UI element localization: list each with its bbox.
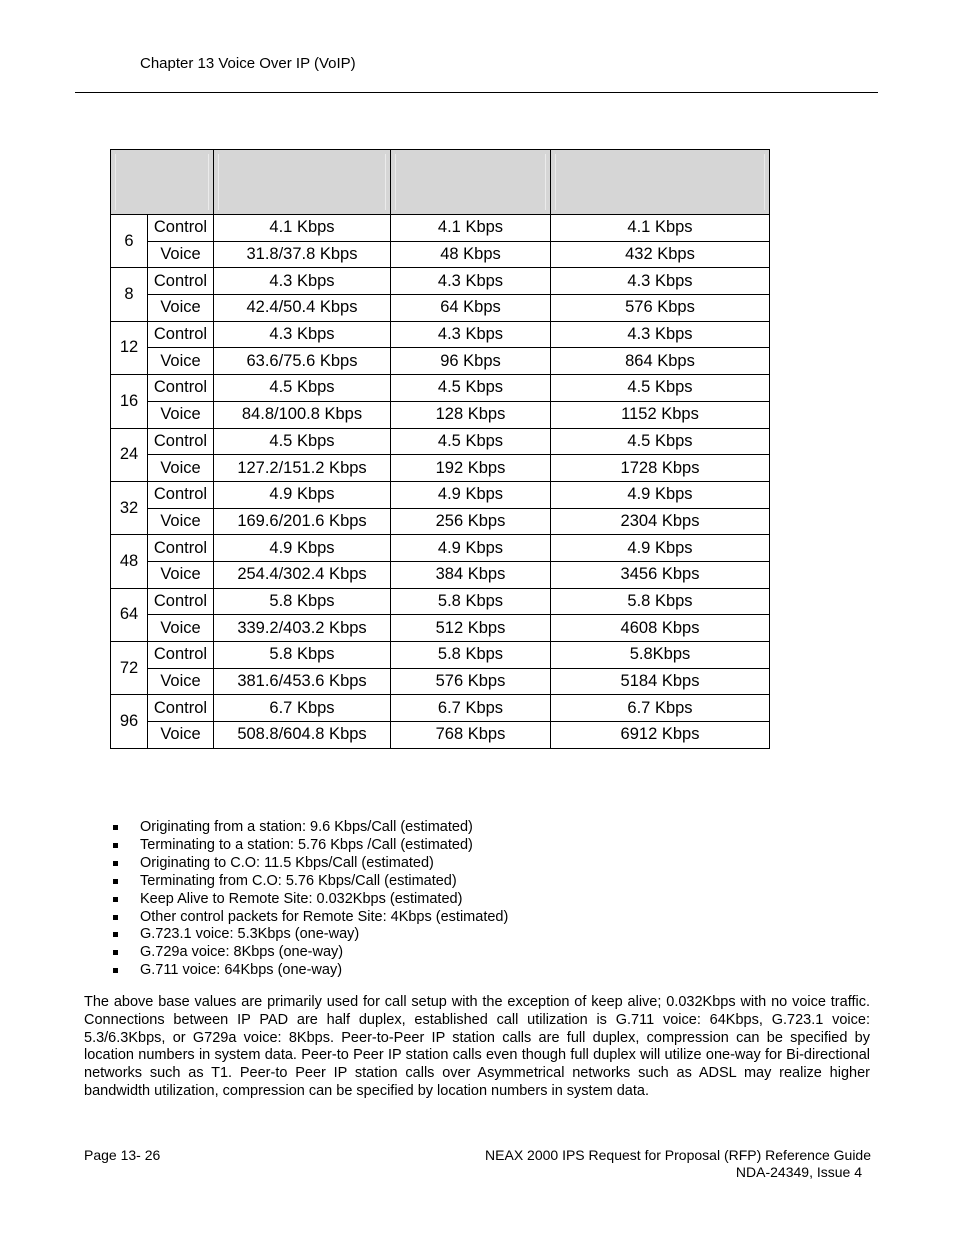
bandwidth-cell: 2304 Kbps bbox=[551, 508, 770, 535]
table-header-cell bbox=[111, 150, 214, 215]
list-item bbox=[113, 891, 508, 909]
list-item-text: Other control packets for Remote Site: 4Kbps (estimated) bbox=[140, 908, 509, 925]
traffic-type-cell: Voice bbox=[148, 722, 214, 749]
bullet-icon bbox=[113, 861, 118, 866]
bandwidth-table bbox=[110, 149, 770, 749]
bandwidth-cell: 384 Kbps bbox=[391, 561, 551, 588]
bandwidth-cell: 4.9 Kbps bbox=[391, 535, 551, 562]
list-item bbox=[113, 819, 508, 837]
rate-cell: 72 bbox=[111, 642, 148, 695]
rate-cell: 64 bbox=[111, 588, 148, 641]
bullet-icon bbox=[113, 843, 118, 848]
bandwidth-cell: 84.8/100.8 Kbps bbox=[214, 401, 391, 428]
list-item bbox=[113, 837, 508, 855]
list-item-text: Terminating from C.O: 5.76 Kbps/Call (estimated) bbox=[140, 872, 457, 889]
bandwidth-cell: 192 Kbps bbox=[391, 455, 551, 482]
bandwidth-cell: 5.8 Kbps bbox=[391, 588, 551, 615]
bandwidth-cell: 4.9 Kbps bbox=[214, 481, 391, 508]
table-row bbox=[111, 535, 770, 562]
bandwidth-cell: 128 Kbps bbox=[391, 401, 551, 428]
bandwidth-cell: 4.9 Kbps bbox=[391, 481, 551, 508]
bullet-icon bbox=[113, 968, 118, 973]
list-item-text: Originating to C.O: 11.5 Kbps/Call (estimated) bbox=[140, 854, 434, 871]
bandwidth-cell: 42.4/50.4 Kbps bbox=[214, 295, 391, 322]
bandwidth-cell: 4.3 Kbps bbox=[214, 268, 391, 295]
traffic-type-cell: Voice bbox=[148, 241, 214, 268]
bandwidth-cell: 864 Kbps bbox=[551, 348, 770, 375]
bandwidth-cell: 63.6/75.6 Kbps bbox=[214, 348, 391, 375]
table-row bbox=[111, 268, 770, 295]
rate-cell: 32 bbox=[111, 481, 148, 534]
traffic-type-cell: Control bbox=[148, 268, 214, 295]
list-item bbox=[113, 909, 508, 927]
header-rule bbox=[75, 92, 878, 93]
bandwidth-cell: 31.8/37.8 Kbps bbox=[214, 241, 391, 268]
table-row bbox=[111, 375, 770, 402]
bandwidth-cell: 5.8 Kbps bbox=[551, 588, 770, 615]
bandwidth-cell: 127.2/151.2 Kbps bbox=[214, 455, 391, 482]
bandwidth-cell: 4.5 Kbps bbox=[391, 375, 551, 402]
bandwidth-cell: 576 Kbps bbox=[551, 295, 770, 322]
bandwidth-cell: 64 Kbps bbox=[391, 295, 551, 322]
bandwidth-cell: 4.3 Kbps bbox=[551, 321, 770, 348]
table-header-cell bbox=[214, 150, 391, 215]
table-row bbox=[111, 455, 770, 482]
bandwidth-cell: 6.7 Kbps bbox=[551, 695, 770, 722]
list-item-text: G.729a voice: 8Kbps (one-way) bbox=[140, 944, 344, 961]
traffic-type-cell: Control bbox=[148, 588, 214, 615]
list-item-text: Keep Alive to Remote Site: 0.032Kbps (estimated) bbox=[140, 890, 463, 907]
list-item bbox=[113, 873, 508, 891]
bullet-icon bbox=[113, 915, 118, 920]
list-item bbox=[113, 962, 508, 980]
body-paragraph: The above base values are primarily used for call setup with the exception of keep alive; 0.032Kbps with no voice traffic. Connections between IP PAD are half duplex, established call utilization is G.711 voice: 64Kbps, G.723.1 voice: 5.3/6.3Kbps, or G729a voice: 8Kbps. Peer-to-Peer IP station calls are full duplex, compression can be specified by location numbers in system data. Peer-to Peer IP station calls even though full duplex will utilize one-way for Bi-directional networks such as T1. Peer-to Peer IP station calls over Asymmetrical networks such as ADSL may realize higher bandwidth utilization, compression can be specified by location numbers in system data. bbox=[84, 994, 870, 1099]
bandwidth-cell: 5.8 Kbps bbox=[214, 588, 391, 615]
table-row bbox=[111, 642, 770, 669]
traffic-type-cell: Voice bbox=[148, 561, 214, 588]
bandwidth-cell: 4.1 Kbps bbox=[391, 215, 551, 242]
bandwidth-cell: 256 Kbps bbox=[391, 508, 551, 535]
bullet-icon bbox=[113, 879, 118, 884]
list-item bbox=[113, 855, 508, 873]
table-row bbox=[111, 321, 770, 348]
bullet-icon bbox=[113, 950, 118, 955]
bandwidth-cell: 6.7 Kbps bbox=[391, 695, 551, 722]
traffic-type-cell: Voice bbox=[148, 508, 214, 535]
bandwidth-cell: 96 Kbps bbox=[391, 348, 551, 375]
guide-title: NEAX 2000 IPS Request for Proposal (RFP) Reference Guide bbox=[485, 1147, 871, 1163]
table-row bbox=[111, 588, 770, 615]
bandwidth-cell: 4.3 Kbps bbox=[551, 268, 770, 295]
traffic-type-cell: Control bbox=[148, 375, 214, 402]
bandwidth-cell: 4.5 Kbps bbox=[214, 428, 391, 455]
bandwidth-cell: 1728 Kbps bbox=[551, 455, 770, 482]
table-row bbox=[111, 561, 770, 588]
table-row bbox=[111, 215, 770, 242]
table-row bbox=[111, 348, 770, 375]
traffic-type-cell: Control bbox=[148, 321, 214, 348]
table-row bbox=[111, 428, 770, 455]
bandwidth-cell: 169.6/201.6 Kbps bbox=[214, 508, 391, 535]
bandwidth-cell: 254.4/302.4 Kbps bbox=[214, 561, 391, 588]
table-header-row bbox=[111, 150, 770, 215]
bandwidth-cell: 339.2/403.2 Kbps bbox=[214, 615, 391, 642]
table-row bbox=[111, 481, 770, 508]
bandwidth-cell: 512 Kbps bbox=[391, 615, 551, 642]
bandwidth-cell: 768 Kbps bbox=[391, 722, 551, 749]
traffic-type-cell: Control bbox=[148, 428, 214, 455]
bandwidth-cell: 4.5 Kbps bbox=[214, 375, 391, 402]
bandwidth-cell: 1152 Kbps bbox=[551, 401, 770, 428]
notes-list bbox=[113, 819, 508, 980]
rate-cell: 48 bbox=[111, 535, 148, 588]
traffic-type-cell: Control bbox=[148, 642, 214, 669]
rate-cell: 8 bbox=[111, 268, 148, 321]
bandwidth-cell: 5.8 Kbps bbox=[391, 642, 551, 669]
bandwidth-cell: 4.3 Kbps bbox=[391, 268, 551, 295]
traffic-type-cell: Control bbox=[148, 695, 214, 722]
table-row bbox=[111, 722, 770, 749]
rate-cell: 6 bbox=[111, 215, 148, 268]
bandwidth-cell: 432 Kbps bbox=[551, 241, 770, 268]
bandwidth-cell: 4.9 Kbps bbox=[214, 535, 391, 562]
table-header-cell bbox=[551, 150, 770, 215]
traffic-type-cell: Voice bbox=[148, 295, 214, 322]
table-row bbox=[111, 295, 770, 322]
doc-number: NDA-24349, Issue 4 bbox=[735, 1164, 862, 1180]
traffic-type-cell: Voice bbox=[148, 401, 214, 428]
bandwidth-cell: 6912 Kbps bbox=[551, 722, 770, 749]
bandwidth-cell: 4.3 Kbps bbox=[214, 321, 391, 348]
table-row bbox=[111, 615, 770, 642]
footer-doc-info bbox=[485, 1147, 871, 1181]
bandwidth-cell: 576 Kbps bbox=[391, 668, 551, 695]
table-row bbox=[111, 695, 770, 722]
page-number: Page 13- 26 bbox=[84, 1147, 161, 1163]
traffic-type-cell: Voice bbox=[148, 455, 214, 482]
bandwidth-cell: 3456 Kbps bbox=[551, 561, 770, 588]
list-item bbox=[113, 944, 508, 962]
traffic-type-cell: Voice bbox=[148, 348, 214, 375]
bandwidth-cell: 4.9 Kbps bbox=[551, 481, 770, 508]
traffic-type-cell: Control bbox=[148, 215, 214, 242]
list-item-text: Terminating to a station: 5.76 Kbps /Call (estimated) bbox=[140, 836, 473, 853]
traffic-type-cell: Voice bbox=[148, 668, 214, 695]
bandwidth-cell: 508.8/604.8 Kbps bbox=[214, 722, 391, 749]
traffic-type-cell: Control bbox=[148, 481, 214, 508]
bandwidth-cell: 48 Kbps bbox=[391, 241, 551, 268]
traffic-type-cell: Voice bbox=[148, 615, 214, 642]
table-row bbox=[111, 241, 770, 268]
bandwidth-cell: 4608 Kbps bbox=[551, 615, 770, 642]
rate-cell: 96 bbox=[111, 695, 148, 748]
list-item bbox=[113, 926, 508, 944]
bullet-icon bbox=[113, 932, 118, 937]
bandwidth-cell: 5.8Kbps bbox=[551, 642, 770, 669]
bandwidth-cell: 4.9 Kbps bbox=[551, 535, 770, 562]
bandwidth-cell: 4.5 Kbps bbox=[551, 375, 770, 402]
bandwidth-cell: 4.3 Kbps bbox=[391, 321, 551, 348]
list-item-text: G.711 voice: 64Kbps (one-way) bbox=[140, 962, 343, 979]
bandwidth-cell: 6.7 Kbps bbox=[214, 695, 391, 722]
rate-cell: 16 bbox=[111, 375, 148, 428]
bandwidth-cell: 5.8 Kbps bbox=[214, 642, 391, 669]
table-row bbox=[111, 401, 770, 428]
rate-cell: 24 bbox=[111, 428, 148, 481]
chapter-header: Chapter 13 Voice Over IP (VoIP) bbox=[140, 55, 356, 72]
bullet-icon bbox=[113, 897, 118, 902]
list-item-text: G.723.1 voice: 5.3Kbps (one-way) bbox=[140, 926, 360, 943]
table-header-cell bbox=[391, 150, 551, 215]
bandwidth-cell: 4.5 Kbps bbox=[391, 428, 551, 455]
traffic-type-cell: Control bbox=[148, 535, 214, 562]
table-row bbox=[111, 668, 770, 695]
bandwidth-cell: 381.6/453.6 Kbps bbox=[214, 668, 391, 695]
bandwidth-cell: 5184 Kbps bbox=[551, 668, 770, 695]
bullet-icon bbox=[113, 825, 118, 830]
list-item-text: Originating from a station: 9.6 Kbps/Call (estimated) bbox=[140, 819, 473, 835]
table-row bbox=[111, 508, 770, 535]
rate-cell: 12 bbox=[111, 321, 148, 374]
bandwidth-cell: 4.1 Kbps bbox=[551, 215, 770, 242]
bandwidth-cell: 4.1 Kbps bbox=[214, 215, 391, 242]
bandwidth-cell: 4.5 Kbps bbox=[551, 428, 770, 455]
